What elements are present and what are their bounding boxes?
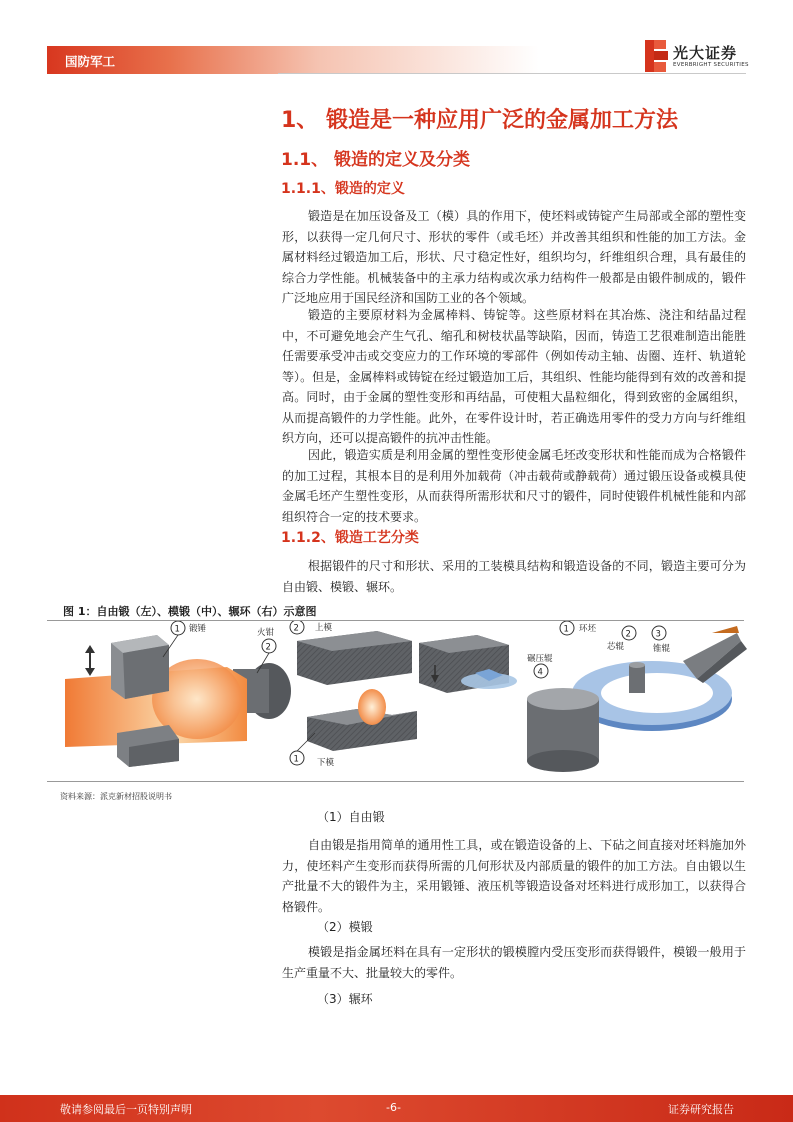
- paragraph-essence: 因此，锻造实质是利用金属的塑性变形使金属毛坯改变形状和性能而成为合格锻件的加工过程，其根本目的是利用外加载荷（冲击载荷或静载荷）通过锻压设备或模具使金属毛坯产生塑性变形，从而获得所需形状和尺寸的锻件，同时使锻件机械性能和内部组织符合一定的技术要求。: [282, 448, 746, 524]
- ring-rolling-callout-2: 2: [625, 629, 631, 640]
- footer-disclaimer: 敬请参阅最后一页特别声明: [60, 1103, 192, 1116]
- section-tag-bar: [47, 46, 539, 74]
- paragraph-definition: 锻造是在加压设备及工（模）具的作用下，使坯料或铸锭产生局部或全部的塑性变形，以获得一定几何尺寸、形状的零件（或毛坯）并改善其组织和性能的加工方法。金属材料经过锻造加工后，形状、尺寸稳定性好，组织均匀，纤维组织合理，具有最佳的综合力学性能。机械装备中的主承力结构或次承力结构件一般都是由锻件制成的，锻件广泛地应用于国民经济和国防工业的各个领域。: [282, 209, 746, 305]
- free-forging-illustration: [65, 621, 291, 767]
- paragraph-materials: 锻造的主要原材料为金属棒料、铸锭等。这些原材料在其冶炼、浇注和结晶过程中，不可避免地会产生气孔、缩孔和树枝状晶等缺陷，因而，铸造工艺很难制造出能胜任需要承受冲击或交变应力的工作环境的零部件（例如传动主轴、齿圈、连杆、轨道轮等）。但是，金属棒料或铸锭在经过锻造加工后，其组织、性能均能得到有效的改善和提高。同时，由于金属的塑性变形和再结晶，可使粗大晶粒细化，得到致密的金属组织，从而提高锻件的力学性能。此外，在零件设计时，若正确选用零件的受力方向与纤维组织方向，还可以提高锻件的抗冲击性能。: [282, 308, 746, 445]
- brand-name: 光大证券: [673, 44, 738, 62]
- ring-rolling-callout-1: 1: [563, 624, 569, 635]
- brand-mark-icon: [643, 40, 669, 72]
- die-forging-label-lower: 下模: [317, 758, 335, 768]
- ring-rolling-label-blank: 环坯: [579, 624, 597, 634]
- free-forging-label-tongs: 火钳: [257, 628, 275, 638]
- footer-report-type: 证券研究报告: [668, 1103, 734, 1116]
- subhead-free-forging: （1）自由锻: [317, 810, 385, 824]
- paragraph-die-forging: 模锻是指金属坯料在具有一定形状的锻模膛内受压变形而获得锻件，模锻一般用于生产重量不大、批量较大的零件。: [282, 945, 746, 980]
- brand-subtitle: EVERBRIGHT SECURITIES: [673, 62, 749, 68]
- die-forging-illustration: [290, 621, 517, 768]
- figure-caption: 图 1：自由锻（左）、模锻（中）、辗环（右）示意图: [63, 605, 317, 618]
- ring-rolling-callout-3: 3: [655, 629, 661, 640]
- heading-1: 1、 锻造是一种应用广泛的金属加工方法: [281, 108, 678, 133]
- forging-diagram: [57, 621, 747, 779]
- section-tag: 国防军工: [65, 54, 116, 69]
- heading-1-1: 1.1、 锻造的定义及分类: [281, 150, 471, 170]
- header-rule: [278, 73, 746, 74]
- figure-bottom-rule: [47, 781, 744, 782]
- subhead-die-forging: （2）模锻: [317, 920, 373, 934]
- figure-source: 资料来源：派克新材招股说明书: [60, 792, 172, 801]
- die-forging-callout-bottom: 1: [293, 754, 299, 765]
- ring-rolling-label-mandrel: 芯辊: [607, 642, 625, 652]
- ring-rolling-label-cone: 锥辊: [653, 644, 671, 654]
- heading-1-1-2: 1.1.2、锻造工艺分类: [281, 530, 419, 546]
- die-forging-callout-top: 2: [293, 623, 299, 634]
- subhead-ring-rolling: （3）辗环: [317, 992, 373, 1006]
- free-forging-callout-2: 2: [265, 642, 271, 653]
- paragraph-free-forging: 自由锻是指用简单的通用性工具，或在锻造设备的上、下砧之间直接对坯料施加外力，使坯料产生变形而获得所需的几何形状及内部质量的锻件的加工方法。自由锻以生产批量不大的锻件为主，采用锻锤、液压机等锻造设备对坯料进行成形加工，以获得合格锻件。: [282, 838, 746, 914]
- ring-rolling-illustration: [527, 621, 747, 772]
- page-number: -6-: [386, 1101, 401, 1114]
- free-forging-callout-1: 1: [174, 624, 180, 635]
- free-forging-label-hammer: 锻锤: [189, 624, 207, 634]
- page-footer: [0, 1095, 793, 1122]
- heading-1-1-1: 1.1.1、锻造的定义: [281, 181, 405, 197]
- ring-rolling-label-roller: 碾压辊: [527, 654, 553, 664]
- brand-logo: [643, 40, 753, 74]
- die-forging-label-upper: 上模: [315, 623, 333, 633]
- paragraph-classification: 根据锻件的尺寸和形状、采用的工装模具结构和锻造设备的不同，锻造主要可分为自由锻、模锻、辗环。: [282, 559, 746, 594]
- ring-rolling-callout-4: 4: [537, 667, 543, 678]
